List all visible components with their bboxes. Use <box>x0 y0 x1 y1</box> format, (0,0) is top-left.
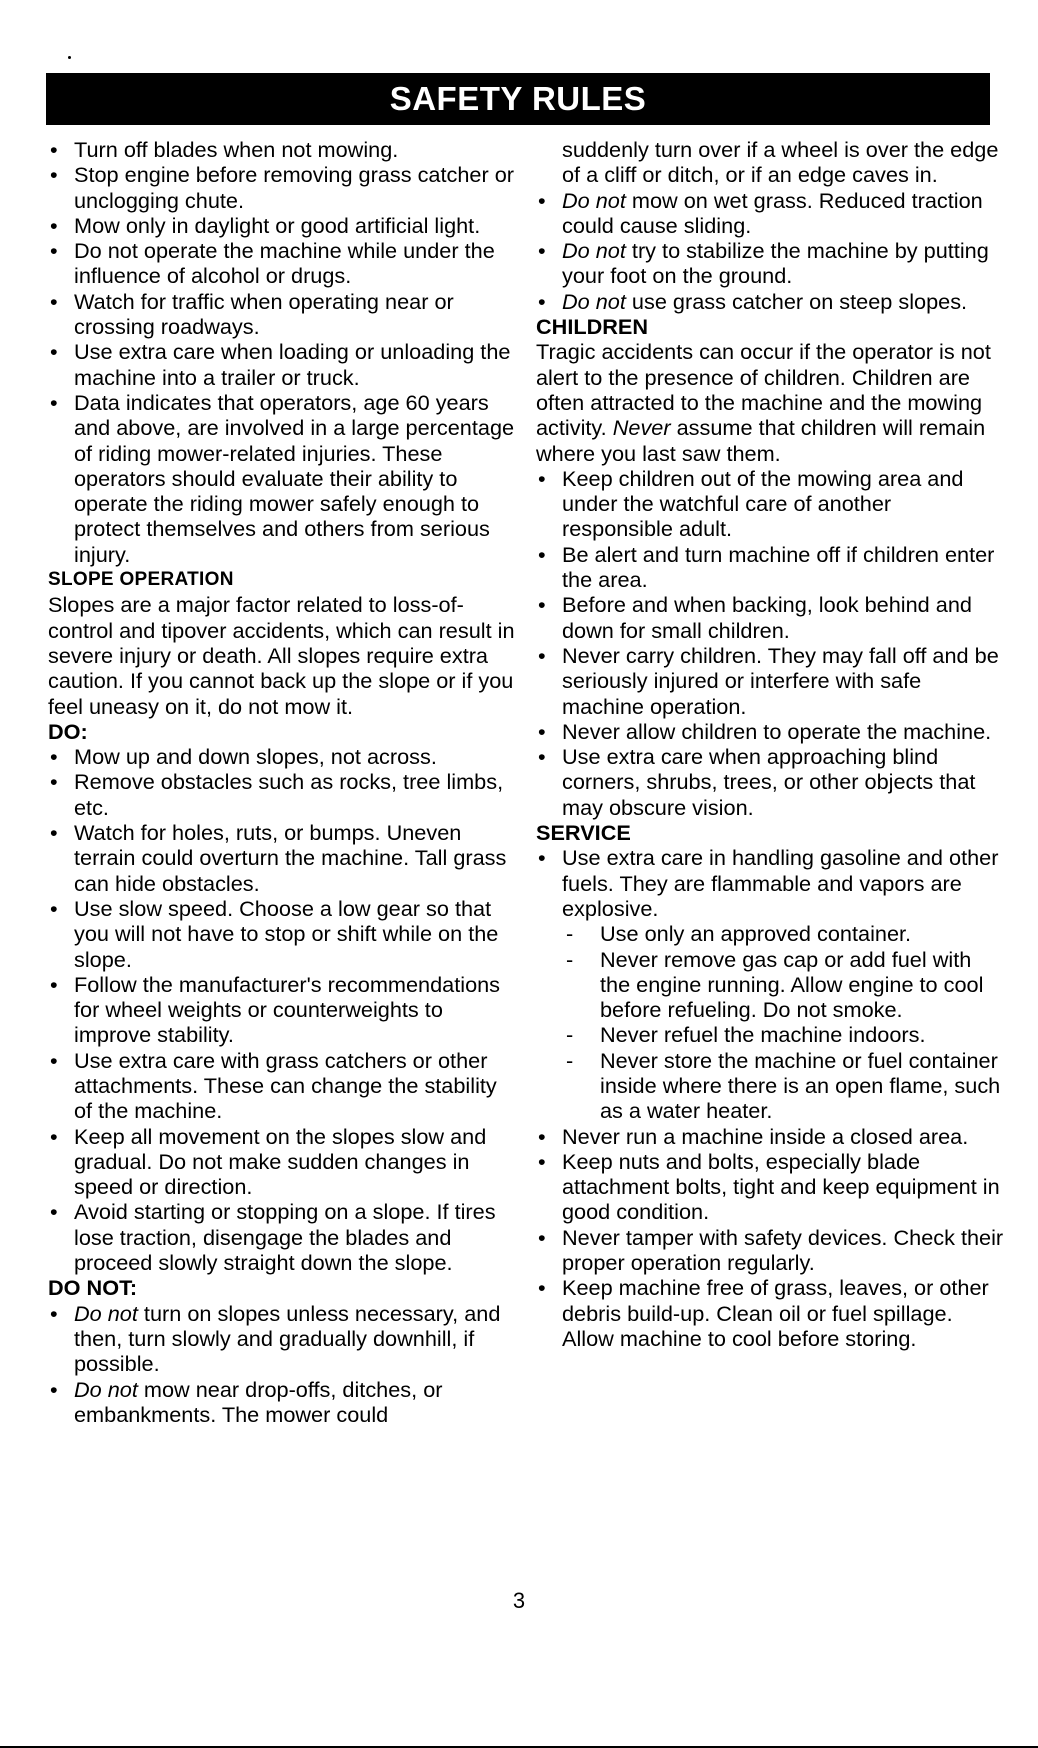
dash-marker: - <box>566 921 574 947</box>
emphasis-text: Do not <box>562 288 626 314</box>
dash-text: Never store the machine or fuel container inside where there is an open flame, such as a water heater. <box>600 1047 1001 1124</box>
bullet-item <box>48 769 518 820</box>
bullet-text: Before and when backing, look behind and down for small children. <box>562 592 972 643</box>
dash-marker: - <box>566 1022 574 1048</box>
section-heading: SERVICE <box>536 820 631 846</box>
bullet-marker: • <box>50 1300 58 1326</box>
bullet-text: Never carry children. They may fall off and be seriously injured or interfere with safe machine operation. <box>562 642 999 719</box>
bullet-marker: • <box>50 137 58 162</box>
bullet-marker: • <box>50 212 58 238</box>
dash-item <box>536 921 1004 946</box>
bullet-marker: • <box>538 1148 546 1174</box>
bullet-item <box>536 542 1004 593</box>
dash-item <box>536 1048 1004 1124</box>
bullet-marker: • <box>50 339 58 365</box>
bullet-marker: • <box>50 769 58 795</box>
bullet-text: Avoid starting or stopping on a slope. If tires lose traction, disengage the blades and proceed slowly straight down the slope. <box>74 1199 496 1276</box>
bullet-text: Keep children out of the mowing area and under the watchful care of another responsible adult. <box>562 465 964 542</box>
bullet-marker: • <box>50 1047 58 1073</box>
bullet-text: Keep machine free of grass, leaves, or other debris build-up. Clean oil or fuel spillage. Allow machine to cool before storing. <box>562 1275 989 1351</box>
paragraph-text: assume that children will remain where you last saw them. <box>536 415 986 466</box>
bullet-text: Use extra care when approaching blind corners, shrubs, trees, or other objects that may obscure vision. <box>562 744 976 820</box>
bullet-text: Never tamper with safety devices. Check their proper operation regularly. <box>562 1224 1004 1276</box>
bullet-marker: • <box>50 1123 58 1149</box>
bullet-item <box>48 1048 518 1124</box>
bullet-text: turn on slopes unless necessary, and then, turn slowly and gradually downhill, if possible. <box>74 1300 501 1377</box>
bullet-marker: • <box>50 1199 58 1225</box>
bullet-item <box>536 188 1004 239</box>
bullet-text: Use extra care with grass catchers or other attachments. These can change the stability of the machine. <box>74 1047 497 1124</box>
bullet-item <box>536 744 1004 820</box>
bullet-item <box>536 289 1004 314</box>
left-column <box>48 137 518 1427</box>
continued-text: suddenly turn over if a wheel is over the edge of a cliff or ditch, or if an edge caves in. <box>562 137 999 188</box>
bullet-text: Use extra care in handling gasoline and other fuels. They are flammable and vapors are explosive. <box>562 845 999 921</box>
bullet-text: Turn off blades when not mowing. <box>74 137 399 162</box>
bullet-item <box>48 1377 518 1428</box>
dash-item <box>536 1022 1004 1047</box>
section-heading: DO NOT: <box>48 1275 138 1301</box>
bullet-item <box>48 896 518 972</box>
dash-text: Use only an approved container. <box>600 921 912 947</box>
bullet-marker: • <box>538 718 546 744</box>
bullet-marker: • <box>538 541 546 567</box>
bullet-marker: • <box>50 820 58 846</box>
dash-text: Never remove gas cap or add fuel with the engine running. Allow engine to cool before refueling. Do not smoke. <box>600 946 984 1023</box>
page-title: SAFETY RULES <box>46 73 990 125</box>
bullet-item <box>48 162 518 213</box>
page-number: 3 <box>512 1588 526 1613</box>
speck-mark <box>68 56 71 59</box>
bullet-item <box>536 719 1004 744</box>
bullet-text: Never run a machine inside a closed area. <box>562 1123 969 1149</box>
right-column <box>536 137 1004 1351</box>
bullet-text: Watch for traffic when operating near or crossing roadways. <box>74 288 454 340</box>
bullet-text: Mow up and down slopes, not across. <box>74 744 437 770</box>
bullet-marker: • <box>50 1376 58 1402</box>
dash-marker: - <box>566 1047 574 1073</box>
bullet-item <box>48 820 518 896</box>
bullet-marker: • <box>50 238 58 264</box>
bullet-marker: • <box>538 1275 546 1301</box>
bullet-text: Remove obstacles such as rocks, tree limbs, etc. <box>74 769 504 820</box>
paragraph <box>536 339 1004 465</box>
bullet-text: Use extra care when loading or unloading the machine into a trailer or truck. <box>74 339 511 390</box>
bullet-marker: • <box>538 288 546 314</box>
bullet-item <box>536 466 1004 542</box>
bullet-item <box>48 1124 518 1200</box>
bullet-item <box>536 238 1004 289</box>
section-heading: SLOPE OPERATION <box>48 569 234 591</box>
emphasis-text: Do not <box>562 238 626 264</box>
bullet-item <box>536 1149 1004 1225</box>
bullet-text: Never allow children to operate the machine. <box>562 718 992 744</box>
bullet-marker: • <box>538 744 546 770</box>
bullet-marker: • <box>50 744 58 770</box>
bullet-item <box>48 238 518 289</box>
bullet-text: Data indicates that operators, age 60 years and above, are involved in a large percentage of riding mower-related injuries. These operators should evaluate their ability to operate the riding mower safely enough to protect themselves and others from serious injury. <box>74 389 515 567</box>
paragraph: Slopes are a major factor related to loss-of-control and tipover accidents, which can result in severe injury or death. All slopes require extra caution. If you cannot back up the slope or if you feel uneasy on it, do not mow it. <box>48 592 515 719</box>
bullet-item <box>48 744 518 769</box>
paragraph-text: Tragic accidents can occur if the operator is not alert to the presence of children. Children are often attracted to the machine and the mowing activity. <box>536 339 991 441</box>
bullet-marker: • <box>538 465 546 491</box>
bullet-marker: • <box>538 1224 546 1250</box>
bullet-item <box>48 390 518 567</box>
bullet-item <box>48 137 518 162</box>
section-heading: CHILDREN <box>536 314 649 340</box>
bullet-item <box>48 339 518 390</box>
bullet-item <box>48 1301 518 1377</box>
bullet-item <box>536 1275 1004 1351</box>
bullet-marker: • <box>50 971 58 997</box>
bullet-item <box>48 1199 518 1275</box>
bullet-marker: • <box>50 389 58 415</box>
bullet-text: mow near drop-offs, ditches, or embankments. The mower could <box>74 1376 443 1427</box>
bullet-item <box>536 845 1004 921</box>
bullet-marker: • <box>538 1123 546 1149</box>
emphasis-text: Never <box>612 415 671 441</box>
bullet-text: Watch for holes, ruts, or bumps. Uneven terrain could overturn the machine. Tall grass can hide obstacles. <box>74 820 507 896</box>
bullet-text: Follow the manufacturer's recommendations for wheel weights or counterweights to improve stability. <box>74 971 501 1048</box>
section-heading: DO: <box>48 718 88 744</box>
bullet-marker: • <box>538 238 546 264</box>
dash-text: Never refuel the machine indoors. <box>600 1022 926 1048</box>
bullet-item <box>536 643 1004 719</box>
bullet-marker: • <box>538 642 546 668</box>
bullet-marker: • <box>538 845 546 871</box>
bullet-text: Keep nuts and bolts, especially blade attachment bolts, tight and keep equipment in good condition. <box>562 1148 1000 1225</box>
emphasis-text: Do not <box>562 187 626 213</box>
bullet-text: mow on wet grass. Reduced traction could cause sliding. <box>562 187 983 238</box>
bullet-marker: • <box>50 895 58 921</box>
bullet-item <box>48 289 518 340</box>
bullet-item <box>48 972 518 1048</box>
bullet-text: Keep all movement on the slopes slow and gradual. Do not make sudden changes in speed or direction. <box>74 1123 487 1200</box>
bullet-text: Stop engine before removing grass catcher or unclogging chute. <box>74 162 515 213</box>
bullet-marker: • <box>50 162 58 188</box>
bullet-text: Use slow speed. Choose a low gear so that you will not have to stop or shift while on the slope. <box>74 895 499 972</box>
dash-marker: - <box>566 946 574 972</box>
bullet-item <box>536 1124 1004 1149</box>
bullet-text: Do not operate the machine while under the influence of alcohol or drugs. <box>74 238 495 289</box>
dash-item <box>536 947 1004 1023</box>
bullet-marker: • <box>538 187 546 213</box>
emphasis-text: Do not <box>74 1376 138 1402</box>
bullet-item <box>536 1225 1004 1276</box>
bullet-marker: • <box>538 592 546 618</box>
bullet-text: Mow only in daylight or good artificial light. <box>74 212 481 238</box>
bullet-marker: • <box>50 288 58 314</box>
bullet-item <box>48 213 518 238</box>
bullet-text: use grass catcher on steep slopes. <box>625 288 968 314</box>
emphasis-text: Do not <box>74 1300 138 1326</box>
bullet-text: Be alert and turn machine off if children enter the area. <box>562 541 995 593</box>
bullet-text: try to stabilize the machine by putting your foot on the ground. <box>562 238 989 289</box>
bullet-item <box>536 592 1004 643</box>
